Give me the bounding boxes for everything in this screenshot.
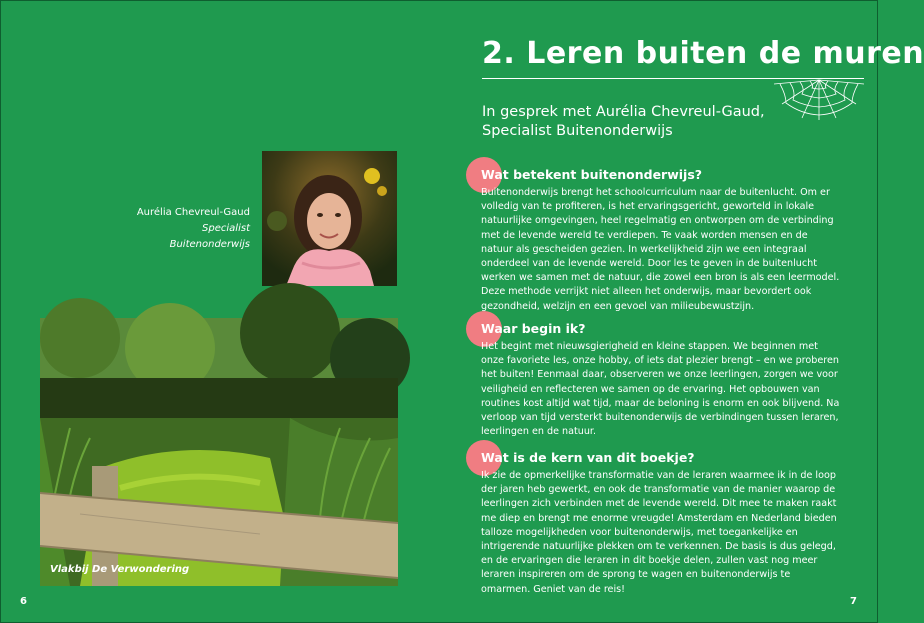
portrait-photo	[262, 151, 397, 286]
section-body: Ik zie de opmerkelijke transformatie van de leraren waarmee ik in de loop der jaren heb gewerkt, en ook de transformatie van de manier waarop de leerlingen zich verbinden met de levende wereld. Dit mee te maken raakt me diep en brengt me enorme vreugde! Amsterdam en Nederland bieden talloze mogelijkheden voor buitenonderwijs, met toegankelijke en intrigerende natuurlijke plekken om te verkennen. De basis is dus gelegd, en de ervaringen die leraren in dit boekje delen, zullen vast nog meer leraren inspireren om de sprong te wagen en buitenonderwijs te omarmen. Geniet van de reis!	[481, 470, 837, 595]
section-body: Buitenonderwijs brengt het schoolcurriculum naar de buitenlucht. Om er volledig van te profiteren, is het ervaringsgericht, geworteld in lokale natuurlijke omgevingen, heel regelmatig en ontworpen om de verbinding met de levende wereld te verdiepen. Te vaak worden mensen en de natuur als gescheiden gezien. In werkelijkheid zijn we een integraal onderdeel van de levende wereld. Door les te geven in de buitenlucht werken we samen met de natuur, die zowel een bron is als een leermodel. Deze methode verrijkt niet alleen het onderwijs, maar bevordert ook gezondheid, welzijn en een gevoel van milieubewustzijn.	[481, 187, 840, 312]
person-credit	[137, 205, 250, 253]
subtitle-line-1: In gesprek met Aurélia Chevreul-Gaud,	[482, 104, 765, 120]
person-role-line-2: Buitenonderwijs	[169, 239, 250, 250]
page-number-right: 7	[850, 596, 857, 607]
section-where-to-start	[481, 320, 841, 439]
subtitle-line-2: Specialist Buitenonderwijs	[482, 123, 673, 139]
subtitle	[482, 103, 765, 141]
section-body: Het begint met nieuwsgierigheid en kleine stappen. We beginnen met onze favoriete les, onze hobby, of iets dat plezier brengt – en we proberen het buiten! Eenmaal daar, observeren we onze leerlingen, zorgen we voor veiligheid en reflecteren we samen op de ervaring. Het opbouwen van routines kost altijd wat tijd, maar de beloning is enorm en ook blijvend. Na verloop van tijd versterkt buitenonderwijs de verbindingen tussen leraren, leerlingen en de natuur.	[481, 341, 840, 438]
section-heading: Wat betekent buitenonderwijs?	[481, 167, 703, 182]
photo-caption: Vlakbij De Verwondering	[50, 564, 190, 575]
page-number-left: 6	[20, 596, 27, 607]
outdoor-photo	[40, 318, 398, 586]
spiderweb-icon	[774, 80, 864, 120]
section-heading: Waar begin ik?	[481, 321, 586, 336]
section-core-of-booklet	[481, 449, 841, 597]
section-heading: Wat is de kern van dit boekje?	[481, 450, 695, 465]
section-what-is	[481, 166, 841, 314]
person-role-line-1: Specialist	[202, 223, 250, 234]
person-name: Aurélia Chevreul-Gaud	[136, 207, 250, 218]
page-title: 2. Leren buiten de muren	[482, 36, 924, 71]
title-rule	[482, 78, 864, 79]
